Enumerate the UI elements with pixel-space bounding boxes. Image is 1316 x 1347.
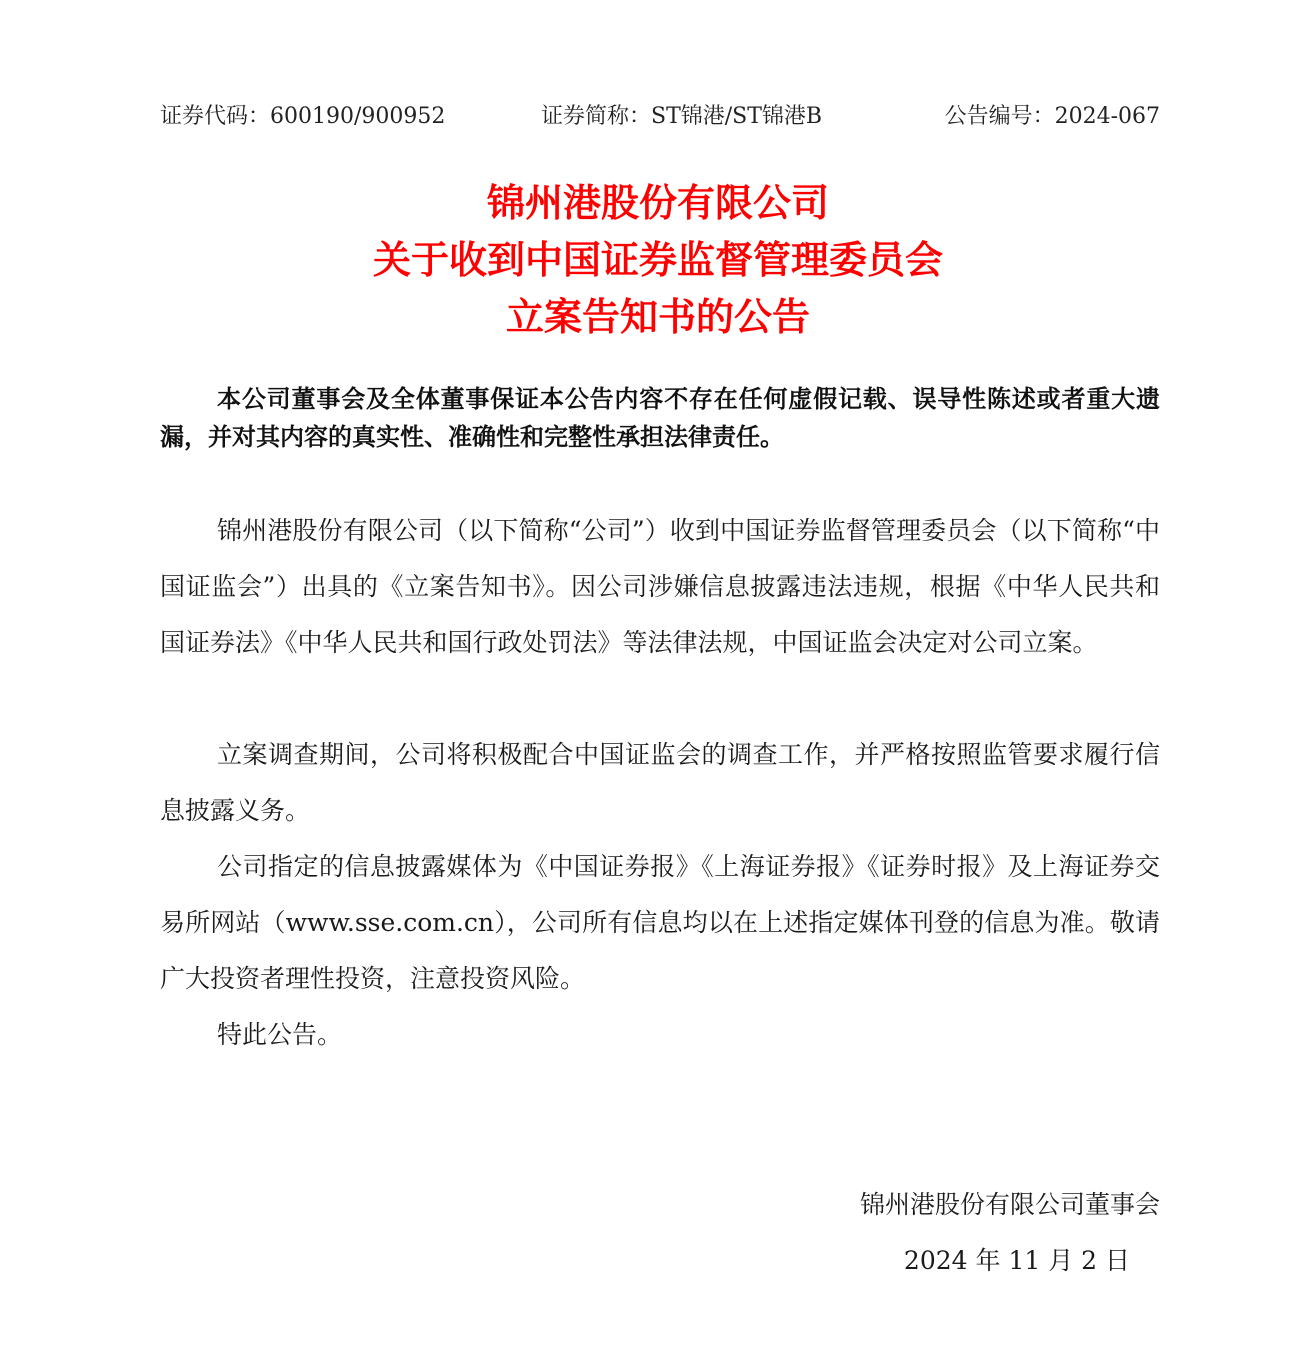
board-declaration: 本公司董事会及全体董事保证本公告内容不存在任何虚假记载、误导性陈述或者重大遗漏，并对其内容的真实性、准确性和完整性承担法律责任。 (160, 384, 1160, 451)
title-subject: 关于收到中国证券监督管理委员会 (372, 238, 943, 282)
announcement-number: 公告编号：2024-067 (944, 104, 1160, 129)
paragraph-cooperation: 立案调查期间，公司将积极配合中国证监会的调查工作，并严格按照监管要求履行信息披露义务。 (160, 740, 1160, 825)
board-signature: 锦州港股份有限公司董事会 (859, 1190, 1160, 1219)
title-document: 立案告知书的公告 (505, 295, 810, 339)
paragraph-media: 公司指定的信息披露媒体为《中国证券报》《上海证券报》《证券时报》及上海证券交易所网站（www.sse.com.cn），公司所有信息均以在上述指定媒体刊登的信息为准。敬请广大投资者理性投资，注意投资风险。 (160, 852, 1160, 993)
paragraph-closing: 特此公告。 (217, 1020, 343, 1049)
announcement-header (160, 100, 1160, 134)
paragraph-filing-notice: 锦州港股份有限公司（以下简称“公司”）收到中国证券监督管理委员会（以下简称“中国证监会”）出具的《立案告知书》。因公司涉嫌信息披露违法违规，根据《中华人民共和国证券法》《中华人民共和国行政处罚法》等法律法规，中国证监会决定对公司立案。 (160, 516, 1160, 657)
stock-code: 证券代码：600190/900952 (160, 104, 446, 129)
announcement-date: 2024 年 11 月 2 日 (903, 1246, 1130, 1275)
stock-name: 证券简称：ST锦港/ST锦港B (541, 104, 823, 129)
title-company: 锦州港股份有限公司 (486, 181, 829, 225)
